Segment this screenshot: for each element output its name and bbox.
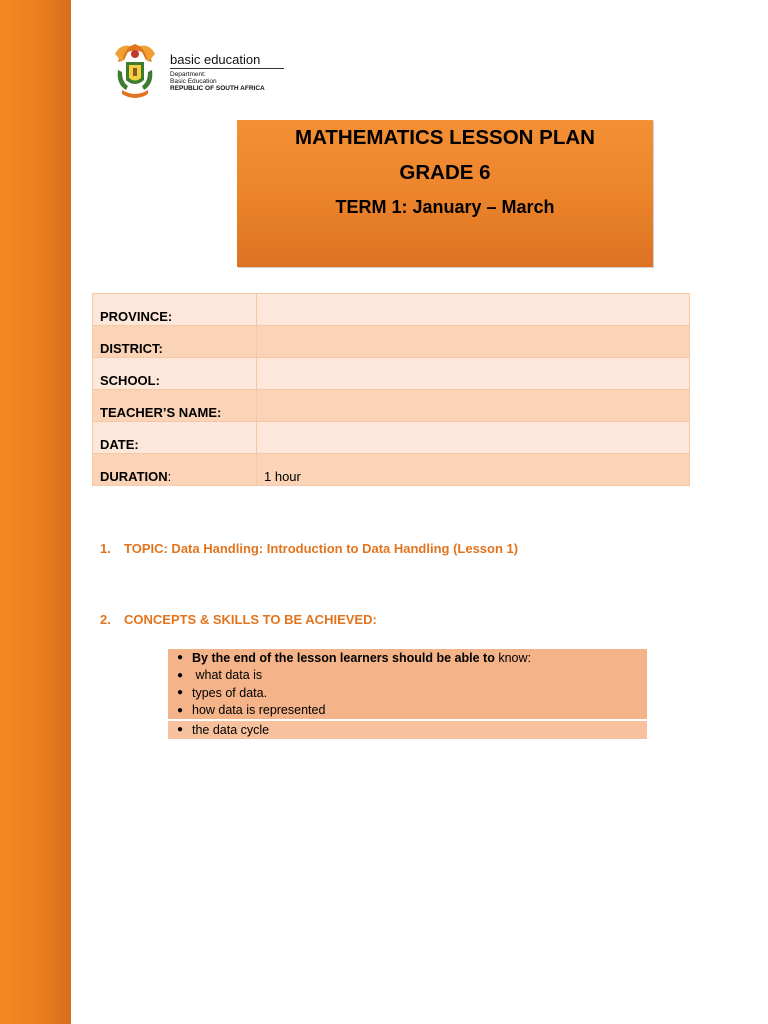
title-grade: GRADE 6 xyxy=(399,161,491,184)
school-value[interactable] xyxy=(257,358,690,390)
list-item xyxy=(168,721,647,739)
skills-block xyxy=(168,649,647,719)
concepts-heading xyxy=(100,612,377,627)
concepts-text: CONCEPTS & SKILLS TO BE ACHIEVED: xyxy=(124,612,377,627)
skill-item-text: types of data. xyxy=(192,685,268,700)
bullet-icon: ● xyxy=(176,687,184,699)
bullet-icon: ● xyxy=(176,669,184,681)
skills-intro-bold: By the end of the lesson learners should be able to xyxy=(192,650,495,665)
teacher-name-value[interactable] xyxy=(257,390,690,422)
bullet-icon: ● xyxy=(176,724,184,736)
lesson-plan-title-box xyxy=(237,120,653,267)
info-row-teacher xyxy=(93,390,690,422)
title-term: TERM 1: January – March xyxy=(335,197,555,217)
department-logo xyxy=(112,40,292,102)
concepts-number: 2. xyxy=(100,612,111,627)
topic-number: 1. xyxy=(100,541,111,556)
district-value[interactable] xyxy=(257,326,690,358)
lesson-info-table xyxy=(92,293,690,486)
info-row-duration xyxy=(93,454,690,486)
coat-of-arms-icon xyxy=(112,40,158,102)
logo-department: Department: xyxy=(170,71,206,78)
date-label: DATE: xyxy=(93,422,257,454)
logo-basic-education: Basic Education xyxy=(170,78,217,85)
date-value[interactable] xyxy=(257,422,690,454)
teacher-name-label: TEACHER’S NAME: xyxy=(93,390,257,422)
duration-colon: : xyxy=(167,469,172,484)
logo-republic: REPUBLIC OF SOUTH AFRICA xyxy=(170,85,265,92)
info-row-province xyxy=(93,294,690,326)
list-item xyxy=(168,702,647,720)
list-item xyxy=(168,684,647,702)
info-row-district xyxy=(93,326,690,358)
bullet-icon: ● xyxy=(176,652,184,664)
skills-intro-rest: know: xyxy=(494,650,531,665)
skill-item-text: what data is xyxy=(192,668,263,683)
topic-heading xyxy=(100,541,518,556)
logo-title: basic education xyxy=(170,52,261,67)
province-label: PROVINCE: xyxy=(93,294,257,326)
logo-divider xyxy=(170,68,284,69)
skills-list xyxy=(168,649,647,739)
duration-label xyxy=(93,454,257,486)
info-row-school xyxy=(93,358,690,390)
bullet-icon: ● xyxy=(176,704,184,716)
list-item xyxy=(168,667,647,685)
school-label: SCHOOL: xyxy=(93,358,257,390)
duration-label-text: DURATION xyxy=(100,469,168,484)
skills-block-last xyxy=(168,721,647,739)
topic-text: TOPIC: Data Handling: Introduction to Data Handling (Lesson 1) xyxy=(124,541,519,556)
list-item xyxy=(168,649,647,667)
skill-item-text: how data is represented xyxy=(192,703,326,718)
duration-value[interactable]: 1 hour xyxy=(257,454,690,486)
info-row-date xyxy=(93,422,690,454)
side-accent-bar xyxy=(0,0,71,1024)
title-main: MATHEMATICS LESSON PLAN xyxy=(295,126,595,149)
skill-item-text: the data cycle xyxy=(192,722,270,737)
province-value[interactable] xyxy=(257,294,690,326)
district-label: DISTRICT: xyxy=(93,326,257,358)
